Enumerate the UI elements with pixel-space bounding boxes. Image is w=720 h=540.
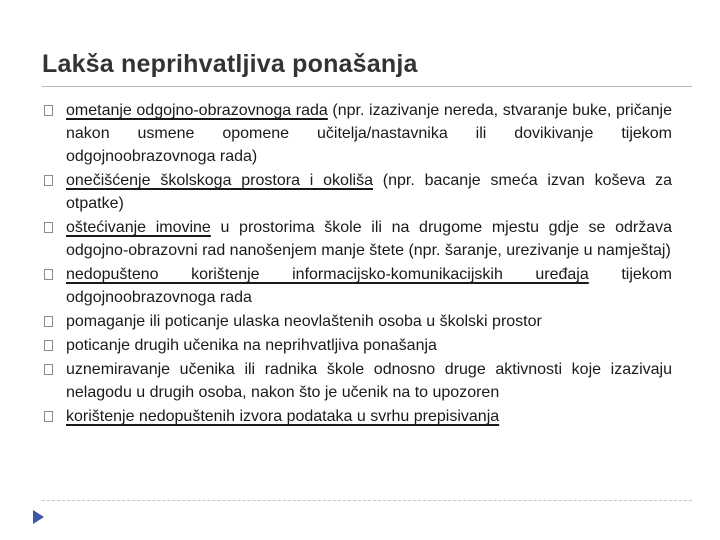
item-text: poticanje drugih učenika na neprihvatljiva ponašanja xyxy=(66,337,437,354)
list-item xyxy=(42,358,672,404)
item-underlined-text: korištenje nedopuštenih izvora podataka u svrhu prepisivanja xyxy=(66,408,500,425)
item-underlined-text: nedopušteno korištenje informacijsko-komunikacijskih uređaja xyxy=(66,266,589,283)
square-bullet-icon xyxy=(44,175,53,186)
item-text: (npr. bacanje smeća izvan koševa za otpatke) xyxy=(66,172,672,212)
square-bullet-icon xyxy=(44,316,53,327)
list-item xyxy=(42,169,672,215)
square-bullet-icon xyxy=(44,269,53,280)
triangle-marker-icon xyxy=(33,510,44,524)
item-text: tijekom odgojnoobrazovnoga rada xyxy=(66,266,672,306)
footer-divider xyxy=(42,500,692,501)
item-underlined-text: onečišćenje školskoga prostora i okoliša xyxy=(66,172,373,189)
item-text: pomaganje ili poticanje ulaska neovlaštenih osoba u školski prostor xyxy=(66,313,542,330)
square-bullet-icon xyxy=(44,364,53,375)
list-item xyxy=(42,99,672,168)
square-bullet-icon xyxy=(44,105,53,116)
list-item xyxy=(42,310,672,333)
item-underlined-text: ometanje odgojno-obrazovnoga rada xyxy=(66,102,328,119)
list-item xyxy=(42,334,672,357)
list-item xyxy=(42,405,672,428)
square-bullet-icon xyxy=(44,340,53,351)
title-divider xyxy=(42,86,692,87)
square-bullet-icon xyxy=(44,222,53,233)
item-text: uznemiravanje učenika ili radnika škole odnosno druge aktivnosti koje izazivaju nelagodu u drugih osoba, nakon što je učenik na to upozoren xyxy=(66,361,672,401)
item-underlined-text: oštećivanje imovine xyxy=(66,219,211,236)
list-item xyxy=(42,216,672,262)
list-item xyxy=(42,263,672,309)
slide-title: Lakša neprihvatljiva ponašanja xyxy=(42,50,418,78)
square-bullet-icon xyxy=(44,411,53,422)
bullet-list xyxy=(42,99,672,428)
item-text: u prostorima škole ili na drugome mjestu gdje se održava odgojno-obrazovni rad nanošenjem manje štete (npr. šaranje, urezivanje u namještaj) xyxy=(66,219,673,259)
item-text: (npr. izazivanje nereda, stvaranje buke, pričanje nakon usmene opomene učitelja/nastavnika ili dovikivanje tijekom odgojnoobrazovnoga rada) xyxy=(66,102,672,165)
